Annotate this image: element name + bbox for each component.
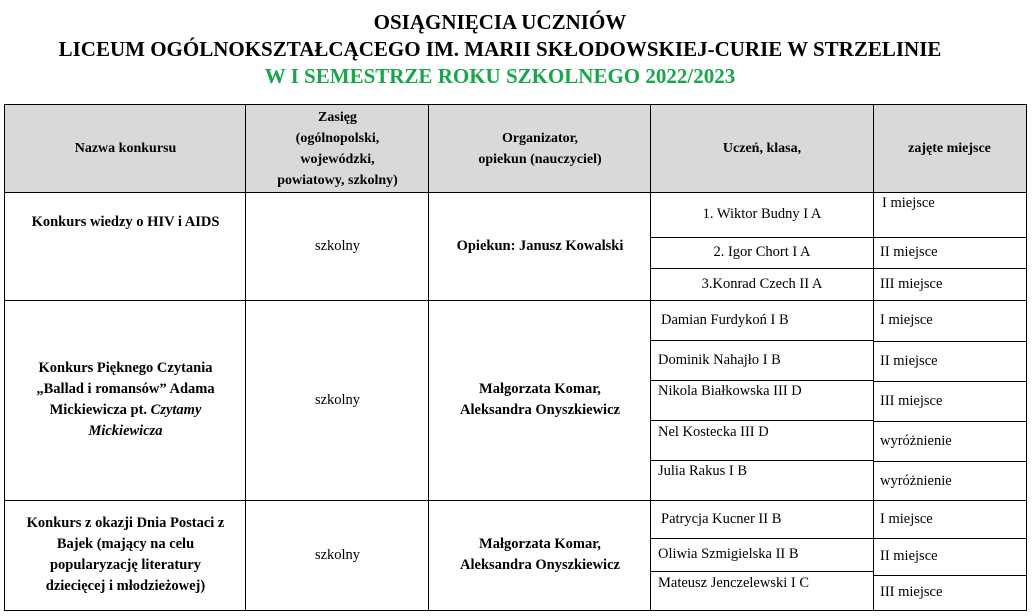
contest-3-name-line-2: Bajek (mający na celu — [56, 536, 195, 552]
contest-3-student-3 — [651, 571, 873, 610]
row-3-student-subline-2 — [651, 571, 873, 572]
row-2-place-subline-4 — [873, 461, 1027, 462]
contest-2-name — [5, 300, 246, 500]
row-2-place-subline-1 — [873, 341, 1027, 342]
table-border-left — [4, 104, 5, 611]
header-organizer-line-1: Organizator, — [501, 130, 579, 146]
contest-3-student-1 — [651, 500, 873, 538]
contest-1-place-2-text: II miejsce — [880, 244, 938, 260]
header-contest-name-label: Nazwa konkursu — [74, 141, 177, 156]
contest-2-place-5 — [873, 461, 1026, 501]
row-1-subline-2 — [651, 268, 1027, 269]
row-3-place-subline-2 — [873, 575, 1027, 576]
contest-1-student-3-text: 3.Konrad Czech II A — [701, 275, 823, 292]
contest-3-organizer-line-2: Aleksandra Onyszkiewicz — [460, 557, 620, 573]
contest-2-place-1-text: I miejsce — [880, 311, 933, 328]
contest-2-student-2-text: Dominik Nahajło I B — [658, 351, 781, 368]
contest-2-student-1-text: Damian Furdykoń I B — [661, 311, 789, 328]
contest-2-name-line-3-b: Czytamy — [150, 402, 202, 418]
contest-2-student-5-text: Julia Rakus I B — [658, 463, 748, 479]
row-2-student-subline-3 — [651, 420, 873, 421]
contest-1-place-1-text: I miejsce — [882, 195, 935, 211]
contest-1-place-1 — [873, 193, 1026, 223]
contest-2-student-2 — [651, 340, 873, 380]
row-1-subline-1 — [651, 237, 1027, 238]
column-divider-2 — [428, 104, 429, 611]
contest-1-student-2 — [651, 237, 873, 268]
contest-3-place-1 — [873, 500, 1026, 538]
contest-3-student-3-text: Mateusz Jenczelewski I C — [658, 575, 809, 591]
contest-1-student-1 — [651, 192, 873, 237]
contest-3-name-line-1: Konkurs z okazji Dnia Postaci z — [26, 515, 225, 531]
table-border-right — [1026, 104, 1027, 611]
contest-2-place-2-text: II miejsce — [880, 352, 938, 369]
contest-1-place-3 — [873, 268, 1026, 300]
contest-3-student-2-text: Oliwia Szmigielska II B — [658, 546, 799, 562]
header-scope-line-1: Zasięg — [318, 109, 357, 125]
header-scope-line-2: (ogólnopolski, — [295, 130, 380, 146]
contest-2-place-1 — [873, 300, 1026, 340]
contest-1-place-2 — [873, 237, 1026, 268]
contest-1-scope — [246, 192, 429, 300]
contest-3-place-1-text: I miejsce — [880, 510, 933, 527]
row-2-student-subline-4 — [651, 460, 873, 461]
contest-2-name-line-1: Konkurs Pięknego Czytania — [38, 360, 213, 376]
contest-2-name-line-3-a: Mickiewicza pt. — [49, 402, 151, 418]
contest-2-name-line-3 — [50, 400, 202, 421]
column-divider-1 — [245, 104, 246, 611]
contest-2-student-3 — [651, 380, 873, 420]
contest-2-place-4-text: wyróżnienie — [880, 432, 952, 449]
contest-1-name-text: Konkurs wiedzy o HIV i AIDS — [31, 214, 220, 230]
contest-2-student-1 — [651, 300, 873, 340]
page-title-line-1: OSIĄGNIĘCIA UCZNIÓW — [373, 10, 627, 34]
contest-2-place-4 — [873, 421, 1026, 461]
contest-3-place-3-text: III miejsce — [880, 584, 943, 600]
contest-3-scope — [246, 500, 429, 610]
contest-2-organizer-line-1: Małgorzata Komar, — [479, 381, 601, 397]
contest-3-scope-text: szkolny — [314, 546, 361, 563]
contest-2-student-4-text: Nel Kostecka III D — [658, 424, 769, 440]
header-scope-line-4: powiatowy, szkolny) — [277, 172, 398, 188]
page-title-line-2: LICEUM OGÓLNOKSZTAŁCĄCEGO IM. MARII SKŁODOWSKIEJ-CURIE W STRZELINIE — [58, 37, 942, 61]
contest-1-organizer — [429, 192, 651, 300]
contest-2-place-2 — [873, 341, 1026, 381]
column-divider-4 — [873, 104, 874, 611]
header-contest-name — [5, 105, 246, 192]
contest-1-place-3-text: III miejsce — [880, 275, 943, 292]
header-place-label: zajęte miejsce — [908, 141, 991, 156]
contest-2-student-5 — [651, 460, 873, 500]
page-title-line-3: W I SEMESTRZE ROKU SZKOLNEGO 2022/2023 — [264, 64, 736, 88]
contest-2-scope-text: szkolny — [314, 391, 361, 408]
row-3-subline-1 — [651, 538, 1027, 539]
contest-2-place-3 — [873, 381, 1026, 421]
contest-1-scope-text: szkolny — [314, 237, 361, 254]
contest-1-student-3 — [651, 268, 873, 300]
contest-3-student-2 — [651, 538, 873, 571]
row-2-student-subline-1 — [651, 340, 873, 341]
row-2-place-subline-3 — [873, 421, 1027, 422]
contest-2-scope — [246, 300, 429, 500]
contest-3-organizer — [429, 500, 651, 610]
header-scope — [246, 105, 429, 192]
row-2-place-subline-2 — [873, 381, 1027, 382]
contest-2-student-4 — [651, 420, 873, 460]
contest-3-place-3 — [873, 575, 1026, 610]
header-student — [651, 105, 873, 192]
row-2-student-subline-2 — [651, 380, 873, 381]
contest-2-place-3-text: III miejsce — [880, 392, 943, 409]
header-place — [873, 105, 1026, 192]
contest-3-name-line-4: dziecięcej i młodzieżowej) — [45, 578, 206, 594]
contest-1-name — [5, 212, 246, 252]
column-divider-3 — [650, 104, 651, 611]
contest-3-name — [5, 500, 246, 610]
header-scope-line-3: wojewódzki, — [300, 151, 375, 167]
contest-2-name-line-2: „Ballad i romansów” Adama — [36, 381, 215, 397]
contest-2-name-line-4: Mickiewicza — [88, 423, 163, 439]
contest-1-student-1-text: 1. Wiktor Budny I A — [702, 206, 822, 222]
contest-2-organizer-line-2: Aleksandra Onyszkiewicz — [460, 402, 620, 418]
contest-1-student-2-text: 2. Igor Chort I A — [713, 244, 811, 260]
contest-3-place-2-text: II miejsce — [880, 547, 938, 564]
contest-3-student-1-text: Patrycja Kucner II B — [661, 510, 782, 527]
contest-3-place-2 — [873, 538, 1026, 574]
contest-2-student-3-text: Nikola Białkowska III D — [658, 383, 802, 399]
header-student-label: Uczeń, klasa, — [722, 141, 802, 156]
contest-2-place-5-text: wyróżnienie — [880, 472, 952, 489]
contest-3-organizer-line-1: Małgorzata Komar, — [479, 536, 601, 552]
header-organizer-line-2: opiekun (nauczyciel) — [478, 151, 602, 167]
contest-2-organizer — [429, 300, 651, 500]
contest-1-organizer-text: Opiekun: Janusz Kowalski — [456, 237, 624, 254]
header-organizer — [429, 105, 651, 192]
contest-3-name-line-3: popularyzację literatury — [49, 557, 201, 573]
